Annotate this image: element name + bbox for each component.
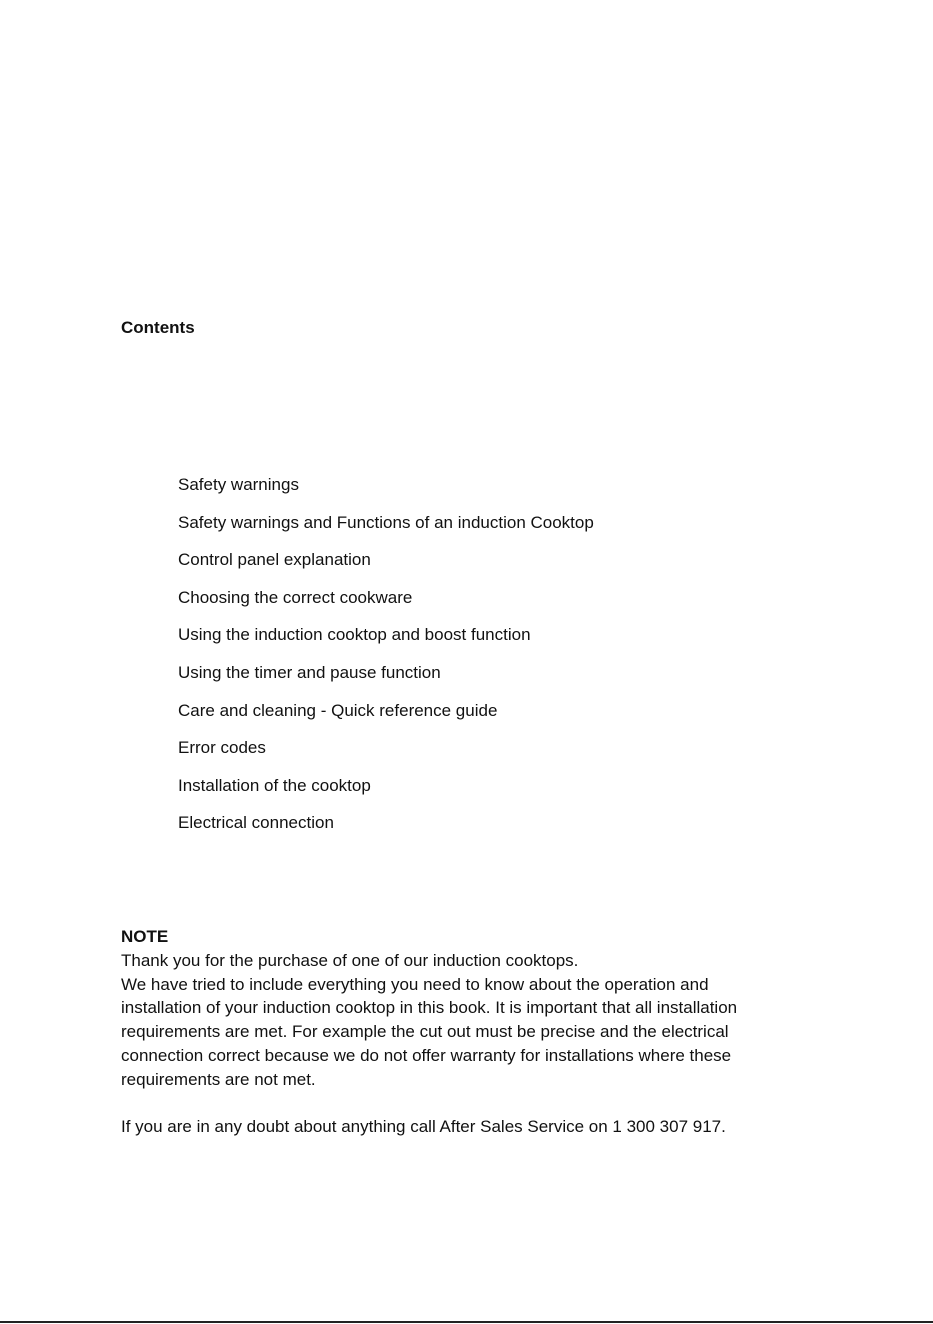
toc-item-care-cleaning[interactable]: Care and cleaning - Quick reference guide	[178, 700, 498, 720]
toc-item-cookware[interactable]: Choosing the correct cookware	[178, 587, 413, 607]
toc-item-electrical[interactable]: Electrical connection	[178, 813, 334, 833]
toc-item-timer-pause[interactable]: Using the timer and pause function	[178, 662, 441, 682]
note-line: requirements are met. For example the cut out must be precise and the electrical	[121, 1022, 729, 1042]
note-line: We have tried to include everything you need to know about the operation and	[121, 974, 709, 994]
toc-item-installation[interactable]: Installation of the cooktop	[178, 775, 371, 795]
toc-item-error-codes[interactable]: Error codes	[178, 738, 266, 758]
table-of-contents	[178, 474, 594, 850]
note-heading: NOTE	[121, 927, 169, 946]
note-section	[121, 925, 761, 1139]
bottom-divider	[0, 1321, 933, 1323]
note-line: requirements are not met.	[121, 1069, 316, 1089]
contact-line: If you are in any doubt about anything call After Sales Service on 1 300 307 917.	[121, 1117, 726, 1137]
toc-item-safety-warnings[interactable]: Safety warnings	[178, 475, 299, 494]
note-line: installation of your induction cooktop in this book. It is important that all installation	[121, 998, 738, 1018]
contents-heading: Contents	[121, 318, 195, 337]
toc-item-safety-warnings-functions[interactable]: Safety warnings and Functions of an induction Cooktop	[178, 512, 594, 532]
toc-item-using-cooktop[interactable]: Using the induction cooktop and boost function	[178, 625, 531, 645]
toc-item-control-panel[interactable]: Control panel explanation	[178, 550, 371, 570]
note-line: connection correct because we do not offer warranty for installations where these	[121, 1045, 732, 1065]
note-line: Thank you for the purchase of one of our induction cooktops.	[121, 950, 579, 970]
paragraph-gap	[121, 1092, 761, 1116]
